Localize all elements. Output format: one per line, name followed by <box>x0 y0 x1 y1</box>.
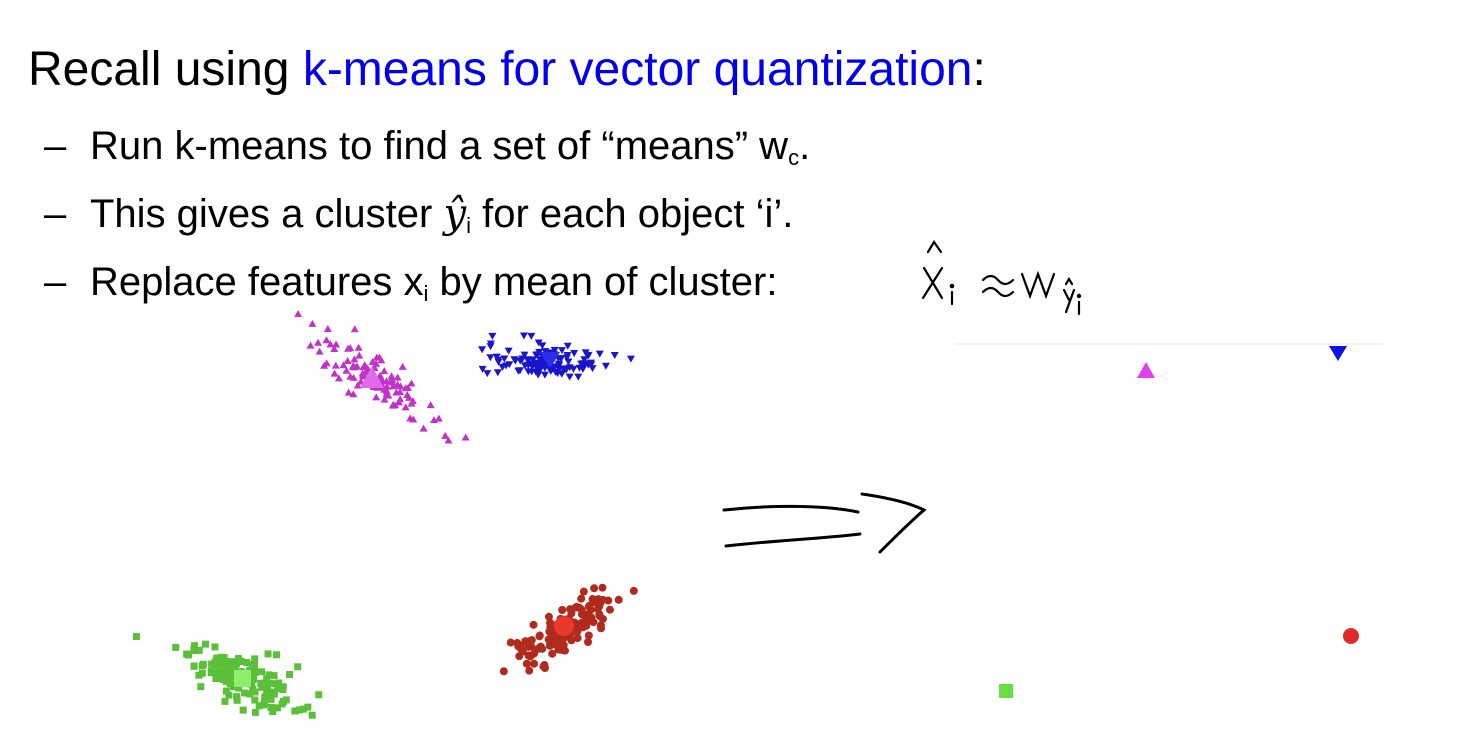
quantized-blue-marker <box>1329 346 1347 361</box>
scatter-point <box>402 403 410 410</box>
scatter-point <box>606 606 614 614</box>
green-cluster <box>133 633 322 719</box>
scatter-point <box>427 401 435 408</box>
bullet-text: This gives a cluster <box>90 192 444 236</box>
scatter-point <box>355 344 363 351</box>
scatter-point <box>223 688 230 695</box>
scatter-point <box>597 624 605 632</box>
bullet-text-end: for each object ‘i’. <box>470 192 794 236</box>
title-suffix: : <box>972 43 986 96</box>
scatter-point <box>515 652 523 660</box>
scatter-point <box>262 681 269 688</box>
handwritten-y <box>1064 290 1074 312</box>
scatter-point <box>240 707 247 714</box>
scatter-point <box>527 333 535 340</box>
scatter-point <box>527 642 535 650</box>
scatter-point <box>587 613 595 621</box>
scatter-point <box>224 672 231 679</box>
scatter-point <box>307 342 315 349</box>
scatter-point <box>530 660 538 668</box>
scatter-point <box>221 698 228 705</box>
scatter-point <box>300 706 307 713</box>
scatter-point <box>602 363 610 370</box>
subscript: i <box>423 281 429 306</box>
scatter-point <box>309 712 316 719</box>
hat-mark <box>928 242 941 252</box>
magenta-cluster <box>294 310 470 444</box>
scatter-point <box>511 358 519 365</box>
scatter-point <box>286 671 293 678</box>
scatter-point <box>576 604 584 612</box>
scatter-point <box>200 661 207 668</box>
scatter-point <box>526 652 534 660</box>
quantized-red-marker <box>1343 628 1359 644</box>
bullet-dash: – <box>44 260 67 304</box>
scatter-point <box>584 638 592 646</box>
handwritten-x <box>923 268 942 298</box>
scatter-point <box>308 320 316 327</box>
scatter-point <box>615 596 623 604</box>
scatter-point <box>191 646 198 653</box>
scatter-point <box>505 348 513 355</box>
subscript: i <box>466 213 471 238</box>
scatter-point <box>577 595 585 603</box>
green-mean-marker <box>234 670 251 687</box>
scatter-point <box>324 325 332 332</box>
scatter-point <box>399 363 407 370</box>
scatter-point <box>407 380 415 387</box>
scatter-point <box>238 658 245 665</box>
bullet-text: Run k-means to find a set of “means” w <box>90 124 789 168</box>
red-mean-marker <box>554 616 574 636</box>
scatter-point <box>273 651 280 658</box>
scatter-point <box>265 650 272 657</box>
scatter-point <box>530 621 538 629</box>
scatter-point <box>486 343 494 350</box>
scatter-point <box>269 708 276 715</box>
approx-top <box>983 276 1013 284</box>
scatter-point <box>590 584 598 592</box>
title-highlight: k-means for vector quantization <box>302 43 973 96</box>
scatter-point <box>133 633 140 640</box>
scatter-point <box>567 636 575 644</box>
scatter-point <box>598 584 606 592</box>
scatter-point <box>272 680 279 687</box>
scatter-point <box>627 356 635 363</box>
scatter-point <box>283 696 290 703</box>
scatter-point <box>566 605 574 613</box>
handwritten-w <box>1022 274 1054 296</box>
subscript: c <box>788 145 800 170</box>
scatter-point <box>294 310 302 317</box>
scatter-point <box>345 389 353 396</box>
scatter-point <box>202 641 209 648</box>
scatter-point <box>252 709 259 716</box>
scatter-point <box>351 325 359 332</box>
scatter-point <box>578 619 586 627</box>
scatter-point <box>525 667 533 675</box>
scatter-point <box>394 374 402 381</box>
approx-bottom <box>983 288 1013 296</box>
scatter-point <box>265 691 272 698</box>
scatter-point <box>372 393 380 400</box>
quantized-magenta-marker <box>1137 362 1155 378</box>
hat-mark-2 <box>1066 279 1072 284</box>
scatter-point <box>212 661 219 668</box>
scatter-point <box>541 664 549 672</box>
scatter-point <box>332 362 340 369</box>
scatter-point <box>280 683 287 690</box>
scatter-point <box>316 348 324 355</box>
scatter-point <box>604 596 612 604</box>
scatter-point <box>315 691 322 698</box>
scatter-point <box>517 645 525 653</box>
scatter-point <box>218 654 225 661</box>
scatter-point <box>570 350 578 357</box>
scatter-point <box>271 672 278 679</box>
scatter-point <box>462 433 470 440</box>
implies-arrow-icon <box>724 494 924 552</box>
bullet-dash: – <box>44 124 67 168</box>
scatter-point <box>596 351 604 358</box>
bullet-text: Replace features x <box>90 260 424 304</box>
scatter-point <box>211 643 218 650</box>
scatter-point <box>191 663 198 670</box>
scatter-point <box>234 697 241 704</box>
scatter-point <box>523 660 531 668</box>
scatter-point <box>251 697 258 704</box>
scatter-point <box>380 367 388 374</box>
scatter-point <box>314 339 322 346</box>
scatter-point <box>355 352 363 359</box>
scatter-point <box>566 374 574 381</box>
scatter-point <box>589 365 597 372</box>
scatter-point <box>208 669 215 676</box>
scatter-point <box>541 372 549 379</box>
scatter-point <box>555 643 563 651</box>
scatter-point <box>520 333 528 340</box>
scatter-point <box>546 639 554 647</box>
title-prefix: Recall using <box>28 43 303 96</box>
scatter-point <box>486 354 494 361</box>
scatter-point <box>435 415 443 422</box>
scatter-point <box>595 610 603 618</box>
scatter-point <box>483 370 491 377</box>
scatter-point <box>611 352 619 359</box>
math-yhat: ŷ <box>443 191 467 237</box>
scatter-point <box>536 632 544 640</box>
scatter-point <box>197 683 204 690</box>
scatter-point <box>216 668 223 675</box>
scatter-point <box>478 346 486 353</box>
scatter-point <box>323 336 331 343</box>
scatter-point <box>294 663 301 670</box>
scatter-point <box>580 588 588 596</box>
scatter-point <box>494 369 502 376</box>
scatter-point <box>331 370 339 377</box>
quantized-green-marker <box>999 684 1013 698</box>
scatter-point <box>420 425 428 432</box>
scatter-point <box>574 374 582 381</box>
bullet-text-end: by mean of cluster: <box>428 260 778 304</box>
scatter-point <box>630 587 638 595</box>
scatter-point <box>199 670 206 677</box>
scatter-point <box>344 357 352 364</box>
scatter-point <box>558 606 566 614</box>
scatter-point <box>252 689 259 696</box>
bullet-dash: – <box>44 192 67 236</box>
scatter-point <box>538 645 546 653</box>
bullet-text-end: . <box>799 124 811 168</box>
scatter-point <box>361 361 369 368</box>
scatter-point <box>500 667 508 675</box>
scatter-point <box>488 333 496 340</box>
scatter-point <box>172 644 179 651</box>
handwritten-formula <box>923 242 1080 314</box>
scatter-point <box>183 651 190 658</box>
scatter-point <box>258 668 265 675</box>
